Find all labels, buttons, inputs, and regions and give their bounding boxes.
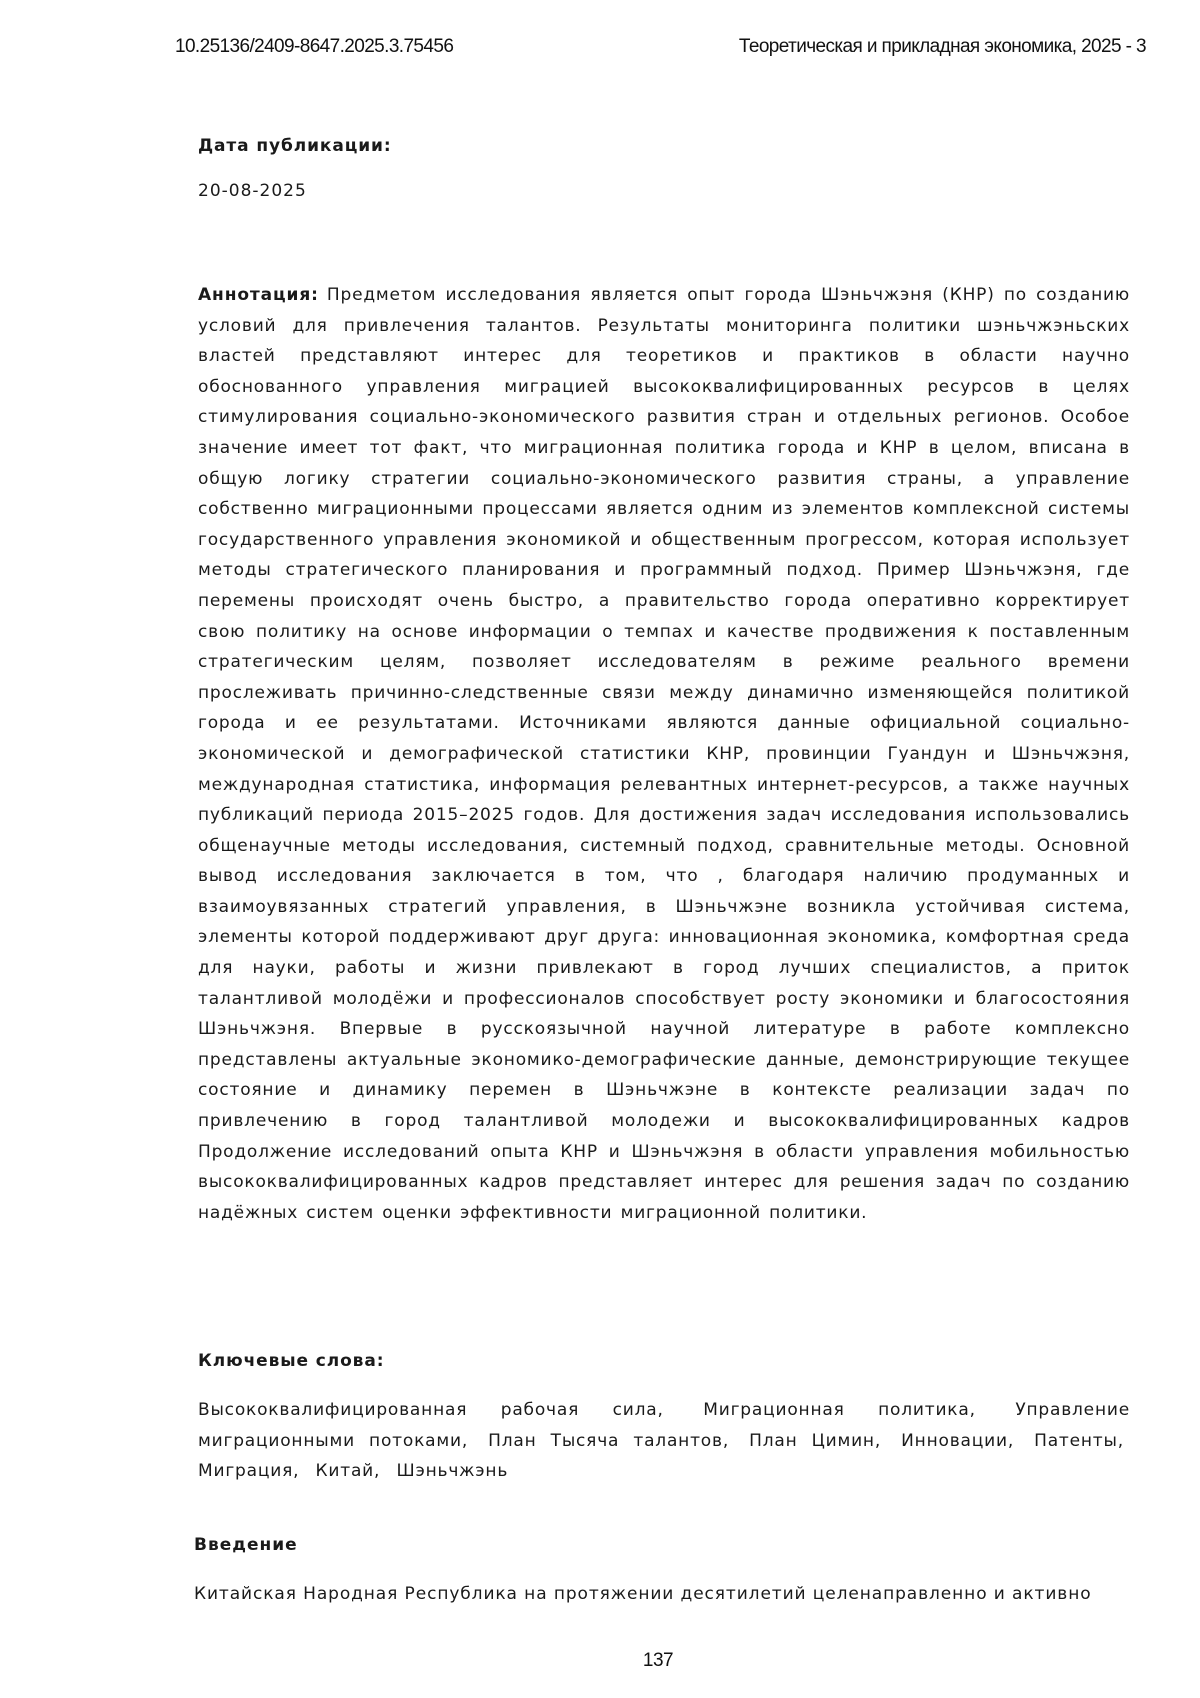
- page-number: 137: [0, 1650, 1200, 1672]
- introduction-text: Китайская Народная Республика на протяжении десятилетий целенаправленно и активно: [194, 1584, 1130, 1604]
- keyword: Высококвалифицированная рабочая сила: [198, 1400, 658, 1420]
- keyword: Управление миграционными потоками: [198, 1400, 1130, 1451]
- keyword: План Тысяча талантов: [488, 1431, 723, 1451]
- doi-header: 10.25136/2409-8647.2025.3.75456: [175, 36, 453, 58]
- keyword: Патенты: [1034, 1431, 1118, 1451]
- abstract: [198, 280, 1130, 1228]
- publication-date-label: Дата публикации:: [198, 131, 1130, 162]
- publication-date: 20-08-2025: [198, 181, 307, 201]
- keyword: План Цимин: [749, 1431, 875, 1451]
- keyword: Китай: [316, 1461, 375, 1481]
- keyword: Миграционная политика: [703, 1400, 969, 1420]
- introduction-title: Введение: [194, 1535, 298, 1555]
- keywords-label: Ключевые слова:: [198, 1346, 1130, 1377]
- keyword: Миграция: [198, 1461, 293, 1481]
- abstract-text: Предметом исследования является опыт города Шэньчжэня (КНР) по созданию условий для привлечения талантов. Результаты мониторинга политики шэньчжэньских властей представляют интерес для теоретиков и практиков в области научно обоснованного управления миграцией высококвалифицированных ресурсов в целях стимулирования социально-экономического развития стран и отдельных регионов. Особое значение имеет тот факт, что миграционная политика города и КНР в целом, вписана в общую логику стратегии социально-экономического развития страны, а управление собственно миграционными процессами является одним из элементов комплексной системы государственного управления экономикой и общественным прогрессом, которая использует методы стратегического планирования и программный подход. Пример Шэньчжэня, где перемены происходят очень быстро, а правительство города оперативно корректирует свою политику на основе информации о темпах и качестве продвижения к поставленным стратегическим целям, позволяет исследователям в режиме реального времени прослеживать причинно-следственные связи между динамично изменяющейся политикой города и ее результатами. Источниками являются данные официальной социально-экономической и демографической статистики КНР, провинции Гуандун и Шэньчжэня, международная статистика, информация релевантных интернет-ресурсов, а также научных публикаций периода 2015–2025 годов. Для достижения задач исследования использовались общенаучные методы исследования, системный подход, сравнительные методы. Основной вывод исследования заключается в том, что , благодаря наличию продуманных и взаимоувязанных стратегий управления, в Шэньчжэне возникла устойчивая система, элементы которой поддерживают друг друга: инновационная экономика, комфортная среда для науки, работы и жизни привлекают в город лучших специалистов, а приток талантливой молодёжи и профессионалов способствует росту экономики и благосостояния Шэньчжэня. Впервые в русскоязычной научной литературе в работе комплексно представлены актуальные экономико-демографические данные, демонстрирующие текущее состояние и динамику перемен в Шэньчжэне в контексте реализации задач по привлечению в город талантливой молодежи и высококвалифицированных кадров Продолжение исследований опыта КНР и Шэньчжэня в области управления мобильностью высококвалифицированных кадров представляет интерес для решения задач по созданию надёжных систем оценки эффективности миграционной политики.: [198, 285, 1130, 1223]
- keyword: Инновации: [901, 1431, 1008, 1451]
- abstract-label: Аннотация:: [198, 285, 319, 305]
- journal-header: Теоретическая и прикладная экономика, 2025 - 3: [739, 36, 1146, 58]
- keyword: Шэньчжэнь: [396, 1461, 508, 1481]
- keywords-list: Высококвалифицированная рабочая сила, Миграционная политика, Управление миграционными потоками, План Тысяча талантов, План Цимин, Инновации, Патенты, Миграция, Китай, Шэньчжэнь: [198, 1395, 1130, 1487]
